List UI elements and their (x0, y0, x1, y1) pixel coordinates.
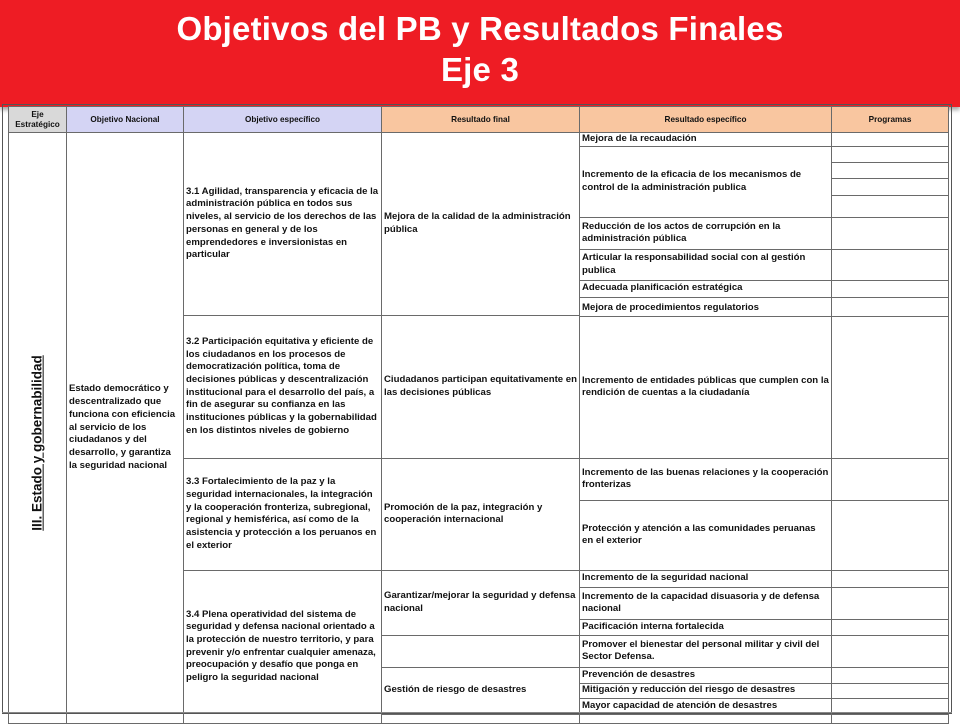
resultado-especifico-1: Mejora de la recaudación (580, 133, 832, 147)
objetivo-3-1: 3.1 Agilidad, transparencia y eficacia de la administración pública en todos sus niveles, al servicio de los derechos de las personas en general y de los emprendedores e inversionistas en particular (184, 133, 382, 316)
resultado-especifico-11: Incremento de la capacidad disuasoria y de defensa nacional (580, 587, 832, 619)
resultado-especifico-9: Protección y atención a las comunidades peruanas en el exterior (580, 500, 832, 570)
programa-cell (832, 162, 949, 178)
header-eje: Eje Estratégico (9, 107, 67, 133)
programa-cell (832, 570, 949, 587)
resultado-especifico-3: Reducción de los actos de corrupción en la administración pública (580, 217, 832, 249)
slide-title: Objetivos del PB y Resultados Finales (176, 10, 784, 47)
resultado-especifico-14: Prevención de desastres (580, 667, 832, 683)
resultado-final-empty (382, 635, 580, 667)
resultado-especifico-4: Articular la responsabilidad social con al gestión publica (580, 249, 832, 280)
programa-cell (832, 280, 949, 297)
header-resultado-final: Resultado final (382, 107, 580, 133)
programa-cell (832, 683, 949, 698)
programa-cell (832, 146, 949, 162)
title-banner (0, 0, 960, 107)
header-objetivo-nacional: Objetivo Nacional (67, 107, 184, 133)
table-row (9, 133, 949, 147)
resultado-especifico-15: Mitigación y reducción del riesgo de desastres (580, 683, 832, 698)
header-resultado-especifico: Resultado específico (580, 107, 832, 133)
bottom-rule (2, 712, 952, 713)
eje-cell (9, 133, 67, 724)
programa-cell (832, 635, 949, 667)
programa-cell (832, 587, 949, 619)
programa-cell (832, 195, 949, 217)
resultado-final-5: Gestión de riesgo de desastres (382, 667, 580, 714)
objectives-table (8, 106, 949, 724)
programa-cell (832, 297, 949, 316)
programa-cell (832, 316, 949, 458)
programa-cell (832, 217, 949, 249)
resultado-especifico-10: Incremento de la seguridad nacional (580, 570, 832, 587)
resultado-especifico-7: Incremento de entidades públicas que cumplen con la rendición de cuentas a la ciudadanía (580, 316, 832, 458)
slide-subtitle: Eje 3 (440, 51, 520, 88)
resultado-especifico-2: Incremento de la eficacia de los mecanismos de control de la administración publica (580, 146, 832, 217)
resultado-final-4: Garantizar/mejorar la seguridad y defensa nacional (382, 570, 580, 635)
resultado-final-3: Promoción de la paz, integración y cooperación internacional (382, 458, 580, 570)
resultado-final-empty (382, 714, 580, 723)
resultado-especifico-16: Mayor capacidad de atención de desastres (580, 698, 832, 714)
programa-cell (832, 500, 949, 570)
objetivo-3-3: 3.3 Fortalecimiento de la paz y la seguridad internacionales, la integración y la cooperación fronteriza, subregional, regional y hemisférica, así como de la asistencia y protección a los peruanos en el exterior (184, 458, 382, 570)
programa-cell (832, 667, 949, 683)
header-row (9, 107, 949, 133)
eje-label: III. Estado y gobernabilidad (29, 355, 45, 531)
resultado-final-1: Mejora de la calidad de la administración pública (382, 133, 580, 316)
programa-cell (832, 714, 949, 723)
resultado-especifico-empty (580, 714, 832, 723)
resultado-especifico-5: Adecuada planificación estratégica (580, 280, 832, 297)
header-objetivo-especifico: Objetivo específico (184, 107, 382, 133)
programa-cell (832, 249, 949, 280)
programa-cell (832, 133, 949, 147)
resultado-especifico-6: Mejora de procedimientos regulatorios (580, 297, 832, 316)
resultado-final-2: Ciudadanos participan equitativamente en las decisiones públicas (382, 315, 580, 458)
programa-cell (832, 458, 949, 500)
programa-cell (832, 178, 949, 195)
header-programas: Programas (832, 107, 949, 133)
resultado-especifico-8: Incremento de las buenas relaciones y la cooperación fronterizas (580, 458, 832, 500)
objetivo-3-4: 3.4 Plena operatividad del sistema de seguridad y defensa nacional orientado a la protección de nuestro territorio, y para prevenir y/o enfrentar cualquier amenaza, preocupación y desafío que ponga en peligro la seguridad nacional (184, 570, 382, 723)
resultado-especifico-12: Pacificación interna fortalecida (580, 619, 832, 635)
objetivo-nacional-cell: Estado democrático y descentralizado que funciona con eficiencia al servicio de los ciudadanos y del desarrollo, y garantiza la seguridad nacional (67, 133, 184, 724)
objetivo-3-2: 3.2 Participación equitativa y eficiente de los ciudadanos en los procesos de democratización política, toma de decisiones públicas y descentralización institucional para el desarrollo del país, a fin de asegurar su confianza en las instituciones públicas y la gobernabilidad en los distintos niveles de gobierno (184, 315, 382, 458)
resultado-especifico-13: Promover el bienestar del personal militar y civil del Sector Defensa. (580, 635, 832, 667)
programa-cell (832, 619, 949, 635)
